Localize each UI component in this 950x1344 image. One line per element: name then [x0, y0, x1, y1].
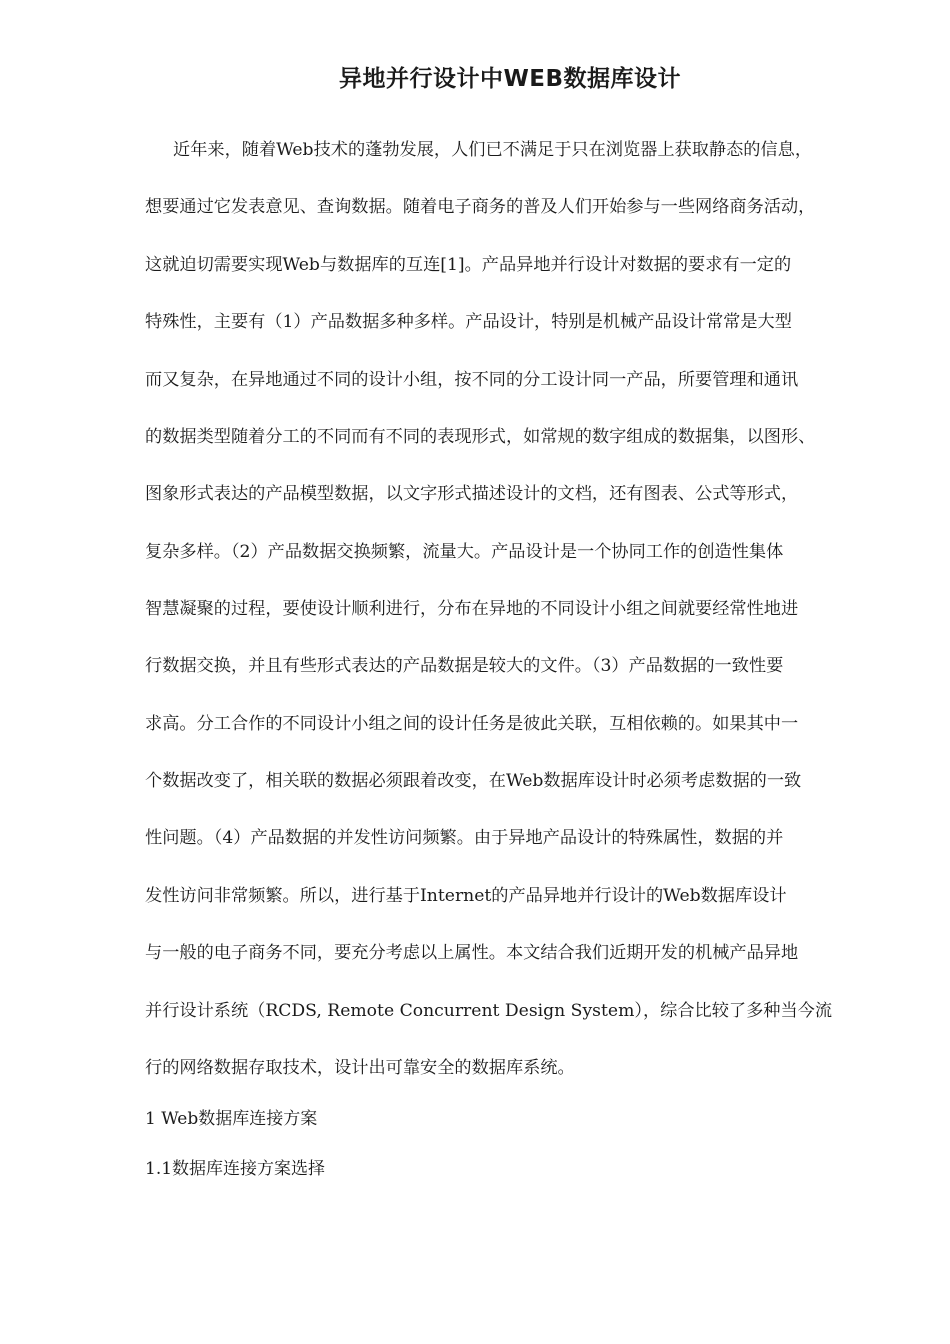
paragraph-line-1: 近年来，随着Web技术的蓬勃发展，人们已不满足于只在浏览器上获取静态的信息，: [173, 140, 813, 160]
paragraph-line-14: 发性访问非常频繁。所以，进行基于Internet的产品异地并行设计的Web数据库设计: [145, 886, 787, 906]
paragraph-line-8: 复杂多样。（2）产品数据交换频繁，流量大。产品设计是一个协同工作的创造性集体: [145, 542, 784, 562]
section-heading: 1 Web数据库连接方案: [145, 1109, 318, 1129]
paragraph-line-3: 这就迫切需要实现Web与数据库的互连[1]。产品异地并行设计对数据的要求有一定的: [145, 255, 792, 275]
paragraph-line-15: 与一般的电子商务不同，要充分考虑以上属性。本文结合我们近期开发的机械产品异地: [145, 943, 799, 963]
paragraph-line-17: 行的网络数据存取技术，设计出可靠安全的数据库系统。: [145, 1058, 575, 1078]
paragraph-line-9: 智慧凝聚的过程，要使设计顺利进行，分布在异地的不同设计小组之间就要经常性地进: [145, 599, 799, 619]
paragraph-line-13: 性问题。（4）产品数据的并发性访问频繁。由于异地产品设计的特殊属性，数据的并: [145, 828, 784, 848]
document-title: 异地并行设计中WEB数据库设计: [338, 66, 682, 92]
paragraph-line-5: 而又复杂，在异地通过不同的设计小组，按不同的分工设计同一产品，所要管理和通讯: [145, 370, 799, 390]
paragraph-line-11: 求高。分工合作的不同设计小组之间的设计任务是彼此关联，互相依赖的。如果其中一: [145, 714, 799, 734]
paragraph-line-10: 行数据交换，并且有些形式表达的产品数据是较大的文件。（3）产品数据的一致性要: [145, 656, 784, 676]
paragraph-line-6: 的数据类型随着分工的不同而有不同的表现形式，如常规的数字组成的数据集，以图形、: [145, 427, 816, 447]
paragraph-line-4: 特殊性，主要有（1）产品数据多种多样。产品设计，特别是机械产品设计常常是大型: [145, 312, 792, 332]
paragraph-line-7: 图象形式表达的产品模型数据，以文字形式描述设计的文档，还有图表、公式等形式，: [145, 484, 799, 504]
paragraph-line-12: 个数据改变了，相关联的数据必须跟着改变，在Web数据库设计时必须考虑数据的一致: [145, 771, 802, 791]
subsection-heading: 1.1数据库连接方案选择: [145, 1159, 326, 1179]
paragraph-line-2: 想要通过它发表意见、查询数据。随着电子商务的普及人们开始参与一些网络商务活动，: [145, 197, 816, 217]
paragraph-line-16: 并行设计系统（RCDS, Remote Concurrent Design System），综合比较了多种当今流: [145, 1001, 833, 1021]
